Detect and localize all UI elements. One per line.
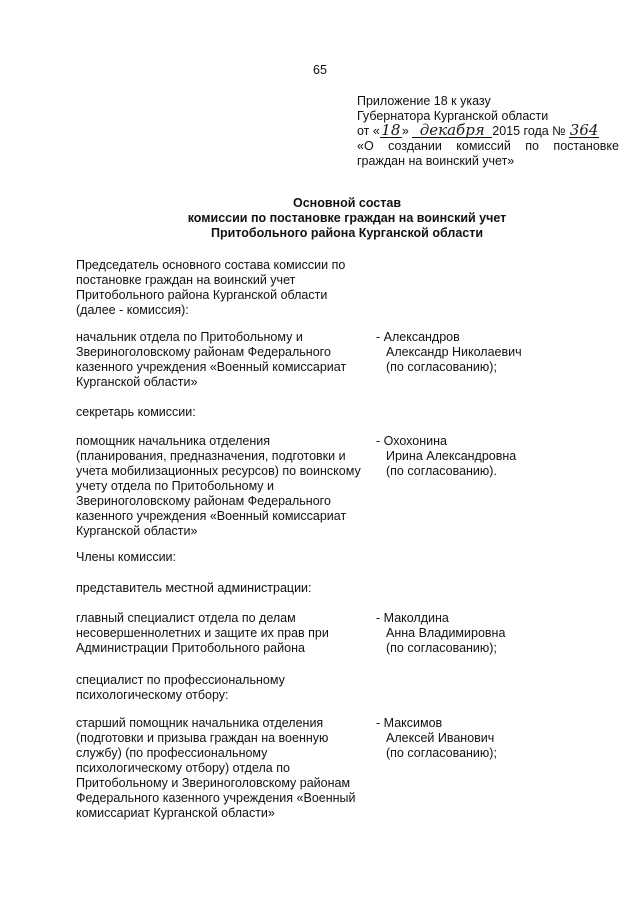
text-line: Курганской области» (76, 375, 198, 389)
text-line: начальник отдела по Притобольному и (76, 330, 303, 344)
text-line: несовершеннолетних и защите их прав при (76, 626, 329, 640)
text-line: Федерального казенного учреждения «Военный (76, 791, 356, 805)
chairman-heading (76, 258, 376, 318)
text-line: помощник начальника отделения (76, 434, 271, 448)
text-line: казенного учреждения «Военный комиссариат (76, 360, 347, 374)
text-line: (планирования, предназначения, подготовки и (76, 449, 346, 463)
secretary-position (76, 434, 376, 539)
text-line: Ирина Александровна (386, 449, 517, 463)
text-line: (по согласованию). (386, 464, 497, 478)
text-line: (далее - комиссия): (76, 303, 189, 317)
text-line: Александр Николаевич (386, 345, 522, 359)
document-title (100, 196, 594, 241)
text-line: - Охохонина (376, 434, 447, 448)
secretary-name (376, 434, 616, 479)
text-line: Анна Владимировна (386, 626, 506, 640)
local-admin-name (376, 611, 616, 656)
text-line: (подготовки и призыва граждан на военную (76, 731, 329, 745)
appendix-subject-line-2: граждан на воинский учет» (357, 154, 515, 168)
title-line-2: комиссии по постановке граждан на воинский учет (187, 211, 507, 225)
psych-name (376, 716, 616, 761)
text-line: комиссариат Курганской области» (76, 806, 275, 820)
text-line: главный специалист отдела по делам (76, 611, 296, 625)
title-line-3: Притобольного района Курганской области (210, 226, 484, 240)
text-line: (по согласованию); (386, 641, 497, 655)
text-line: учету отдела по Притобольному и (76, 479, 275, 493)
handwritten-day: 18 (381, 121, 401, 139)
text-line: (по согласованию); (386, 360, 497, 374)
local-admin-heading: представитель местной администрации: (76, 581, 312, 595)
text-line: - Александров (376, 330, 460, 344)
chairman-position (76, 330, 376, 390)
text-line: Алексей Иванович (386, 731, 495, 745)
local-admin-position (76, 611, 376, 656)
text-line: старший помощник начальника отделения (76, 716, 324, 730)
text-line: учета мобилизационных ресурсов) по воинскому (76, 464, 361, 478)
appendix-subject-line-1: «О создании комиссий по постановке (357, 139, 619, 153)
handwritten-number: 364 (569, 121, 599, 139)
secretary-heading: секретарь комиссии: (76, 405, 196, 419)
year-suffix: 2015 года № (492, 124, 566, 138)
date-mid: » (401, 124, 409, 138)
text-line: Администрации Притобольного района (76, 641, 305, 655)
text-line: Председатель основного состава комиссии по (76, 258, 346, 272)
text-line: Звериноголовскому районам Федерального (76, 494, 331, 508)
text-line: казенного учреждения «Военный комиссариат (76, 509, 347, 523)
date-prefix: от « (357, 124, 380, 138)
appendix-header (357, 94, 619, 169)
chairman-name (376, 330, 616, 375)
text-line: психологическому отбору: (76, 688, 229, 702)
text-line: Звериноголовскому районам Федерального (76, 345, 331, 359)
psych-heading (76, 673, 376, 703)
text-line: постановке граждан на воинский учет (76, 273, 296, 287)
text-line: - Максимов (376, 716, 443, 730)
page-number: 65 (313, 63, 327, 77)
title-line-1: Основной состав (292, 196, 402, 210)
text-line: - Маколдина (376, 611, 449, 625)
appendix-line-2: Губернатора Курганской области (357, 109, 549, 123)
text-line: службу) (по профессиональному (76, 746, 268, 760)
text-line: Курганской области» (76, 524, 198, 538)
appendix-line-1: Приложение 18 к указу (357, 94, 491, 108)
text-line: (по согласованию); (386, 746, 497, 760)
text-line: Притобольному и Звериноголовскому районам (76, 776, 351, 790)
appendix-date-line (357, 121, 619, 139)
text-line: Притобольного района Курганской области (76, 288, 328, 302)
handwritten-month: декабря (412, 124, 492, 138)
psych-position (76, 716, 376, 821)
members-heading: Члены комиссии: (76, 550, 177, 564)
text-line: психологическому отбору) отдела по (76, 761, 290, 775)
text-line: специалист по профессиональному (76, 673, 285, 687)
